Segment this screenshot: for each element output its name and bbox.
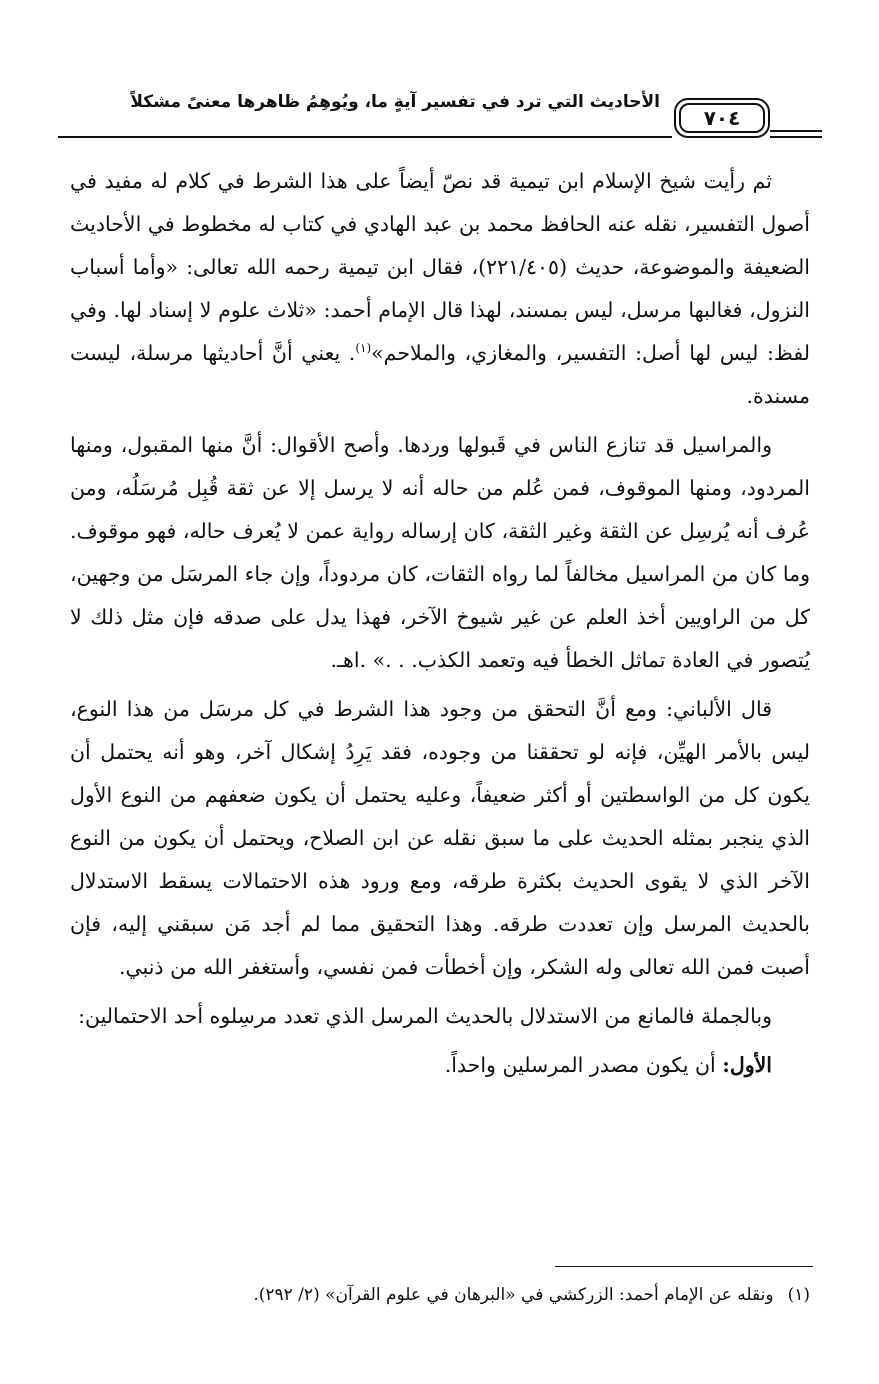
- paragraph-1-text: ثم رأيت شيخ الإسلام ابن تيمية قد نصّ أيضاً على هذا الشرط في كلام له مفيد في أصول التفسير، نقله عنه الحافظ محمد بن عبد الهادي في كتاب له مخطوط في الأحاديث الضعيفة والموضوعة، حديث (٢٢١/٤٠٥)، فقال ابن تيمية رحمه الله تعالى: «وأما أسباب النزول، فغالبها مرسل، ليس بمسند، لهذا قال الإمام أحمد: «ثلاث علوم لا إسناد لها. وفي لفظ: ليس لها أصل: التفسير، والمغازي، والملاحم»: [70, 169, 810, 365]
- header-rule-right-double: [770, 130, 822, 132]
- main-text: [70, 160, 810, 1087]
- paragraph-1: [70, 160, 810, 418]
- footnote: [70, 1278, 810, 1312]
- footnote-text: ونقله عن الإمام أحمد: الزركشي في «البرهان في علوم القرآن» (٢/ ٢٩٢).: [253, 1285, 774, 1305]
- paragraph-5: [70, 1044, 810, 1087]
- paragraph-3: قال الألباني: ومع أنَّ التحقق من وجود هذا الشرط في كل مرسَل من هذا النوع، ليس بالأمر الهيِّن، فإنه لو تحققنا من وجوده، فقد يَرِدُ إشكال آخر، وهو أنه يحتمل أن يكون كل من الواسطتين أو أكثر ضعيفاً، وعليه يحتمل أن يكون ضعفهم من النوع الأول الذي ينجبر بمثله الحديث على ما سبق نقله عن ابن الصلاح، ويحتمل أن يكون من النوع الآخر الذي لا يقوى الحديث بكثرة طرقه، ومع ورود هذه الاحتمالات يسقط الاستدلال بالحديث المرسل وإن تعددت طرقه. وهذا التحقيق مما لم أجد مَن سبقني إليه، فإن أصبت فمن الله تعالى وله الشكر، وإن أخطأت فمن نفسي، وأستغفر الله من ذنبي.: [70, 697, 810, 979]
- paragraph-4: وبالجملة فالمانع من الاستدلال بالحديث المرسل الذي تعدد مرسِلوه أحد الاحتمالين:: [78, 1004, 772, 1028]
- footnote-marker: (١): [787, 1285, 810, 1305]
- header-rule-right: [770, 136, 822, 138]
- page-number-frame: [674, 98, 770, 138]
- page-number: ٧٠٤: [679, 103, 765, 133]
- footnote-reference[interactable]: (١): [355, 341, 372, 356]
- paragraph-2: والمراسيل قد تنازع الناس في قَبولها وردها. وأصح الأقوال: أنَّ منها المقبول، ومنها المردود، ومنها الموقوف، فمن عُلم من حاله أنه لا يرسل إلا عن ثقة قُبِل مُرسَلُه، ومن عُرف أنه يُرسِل عن الثقة وغير الثقة، كان إرساله رواية عمن لا يُعرف حاله، فهو موقوف. وما كان من المراسيل مخالفاً لما رواه الثقات، كان مردوداً، وإن جاء المرسَل من وجهين، كل من الراويين أخذ العلم عن غير شيوخ الآخر، فهذا يدل على صدقه فإن مثل ذلك لا يُتصور في العادة تماثل الخطأ فيه وتعمد الكذب. . .» .اهـ.: [70, 433, 810, 672]
- item-label-first: الأول:: [722, 1053, 772, 1077]
- page-header: [58, 84, 822, 146]
- footnote-separator: [555, 1266, 813, 1267]
- header-rule: [58, 136, 672, 138]
- item-text-first: أن يكون مصدر المرسلين واحداً.: [444, 1053, 723, 1077]
- running-title: الأحاديث التي ترد في تفسير آيةٍ ما، ويُوهِمُ ظاهرها معنىً مشكلاً: [130, 92, 660, 112]
- paragraph-1-end: . يعني أنَّ أحاديثها مرسلة، ليست مسندة.: [70, 341, 810, 408]
